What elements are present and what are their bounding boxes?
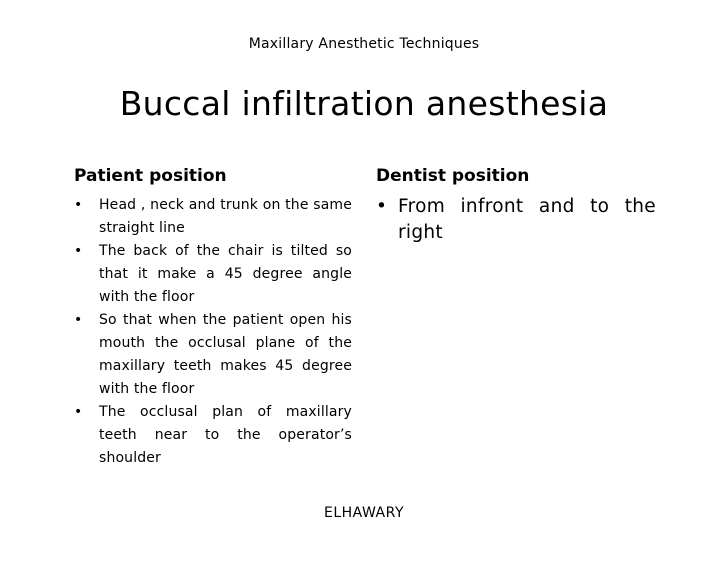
list-item — [74, 194, 352, 240]
list-item — [74, 309, 352, 401]
bullet-icon: • — [74, 312, 83, 328]
list-item — [376, 194, 656, 246]
patient-position-column — [74, 164, 352, 470]
list-item-text: Head , neck and trunk on the same straight line — [99, 197, 352, 236]
dentist-position-column — [376, 164, 656, 246]
patient-position-heading: Patient position — [74, 166, 227, 186]
dentist-position-list — [376, 194, 656, 246]
bullet-icon: • — [74, 404, 83, 420]
list-item-text: From infront and to the right — [398, 196, 656, 243]
bullet-icon: • — [376, 196, 388, 217]
slide-header: Maxillary Anesthetic Techniques — [248, 36, 480, 52]
bullet-icon: • — [74, 243, 83, 259]
slide-title: Buccal infiltration anesthesia — [119, 84, 609, 123]
dentist-position-heading: Dentist position — [376, 166, 530, 186]
list-item-text: The occlusal plan of maxillary teeth near to the operator’s shoulder — [99, 404, 352, 466]
list-item — [74, 240, 352, 309]
slide-footer: ELHAWARY — [323, 505, 405, 521]
list-item-text: The back of the chair is tilted so that it make a 45 degree angle with the floor — [99, 243, 352, 305]
list-item — [74, 401, 352, 470]
patient-position-list — [74, 194, 352, 470]
list-item-text: So that when the patient open his mouth the occlusal plane of the maxillary teeth makes 45 degree with the floor — [99, 312, 352, 397]
bullet-icon: • — [74, 197, 83, 213]
